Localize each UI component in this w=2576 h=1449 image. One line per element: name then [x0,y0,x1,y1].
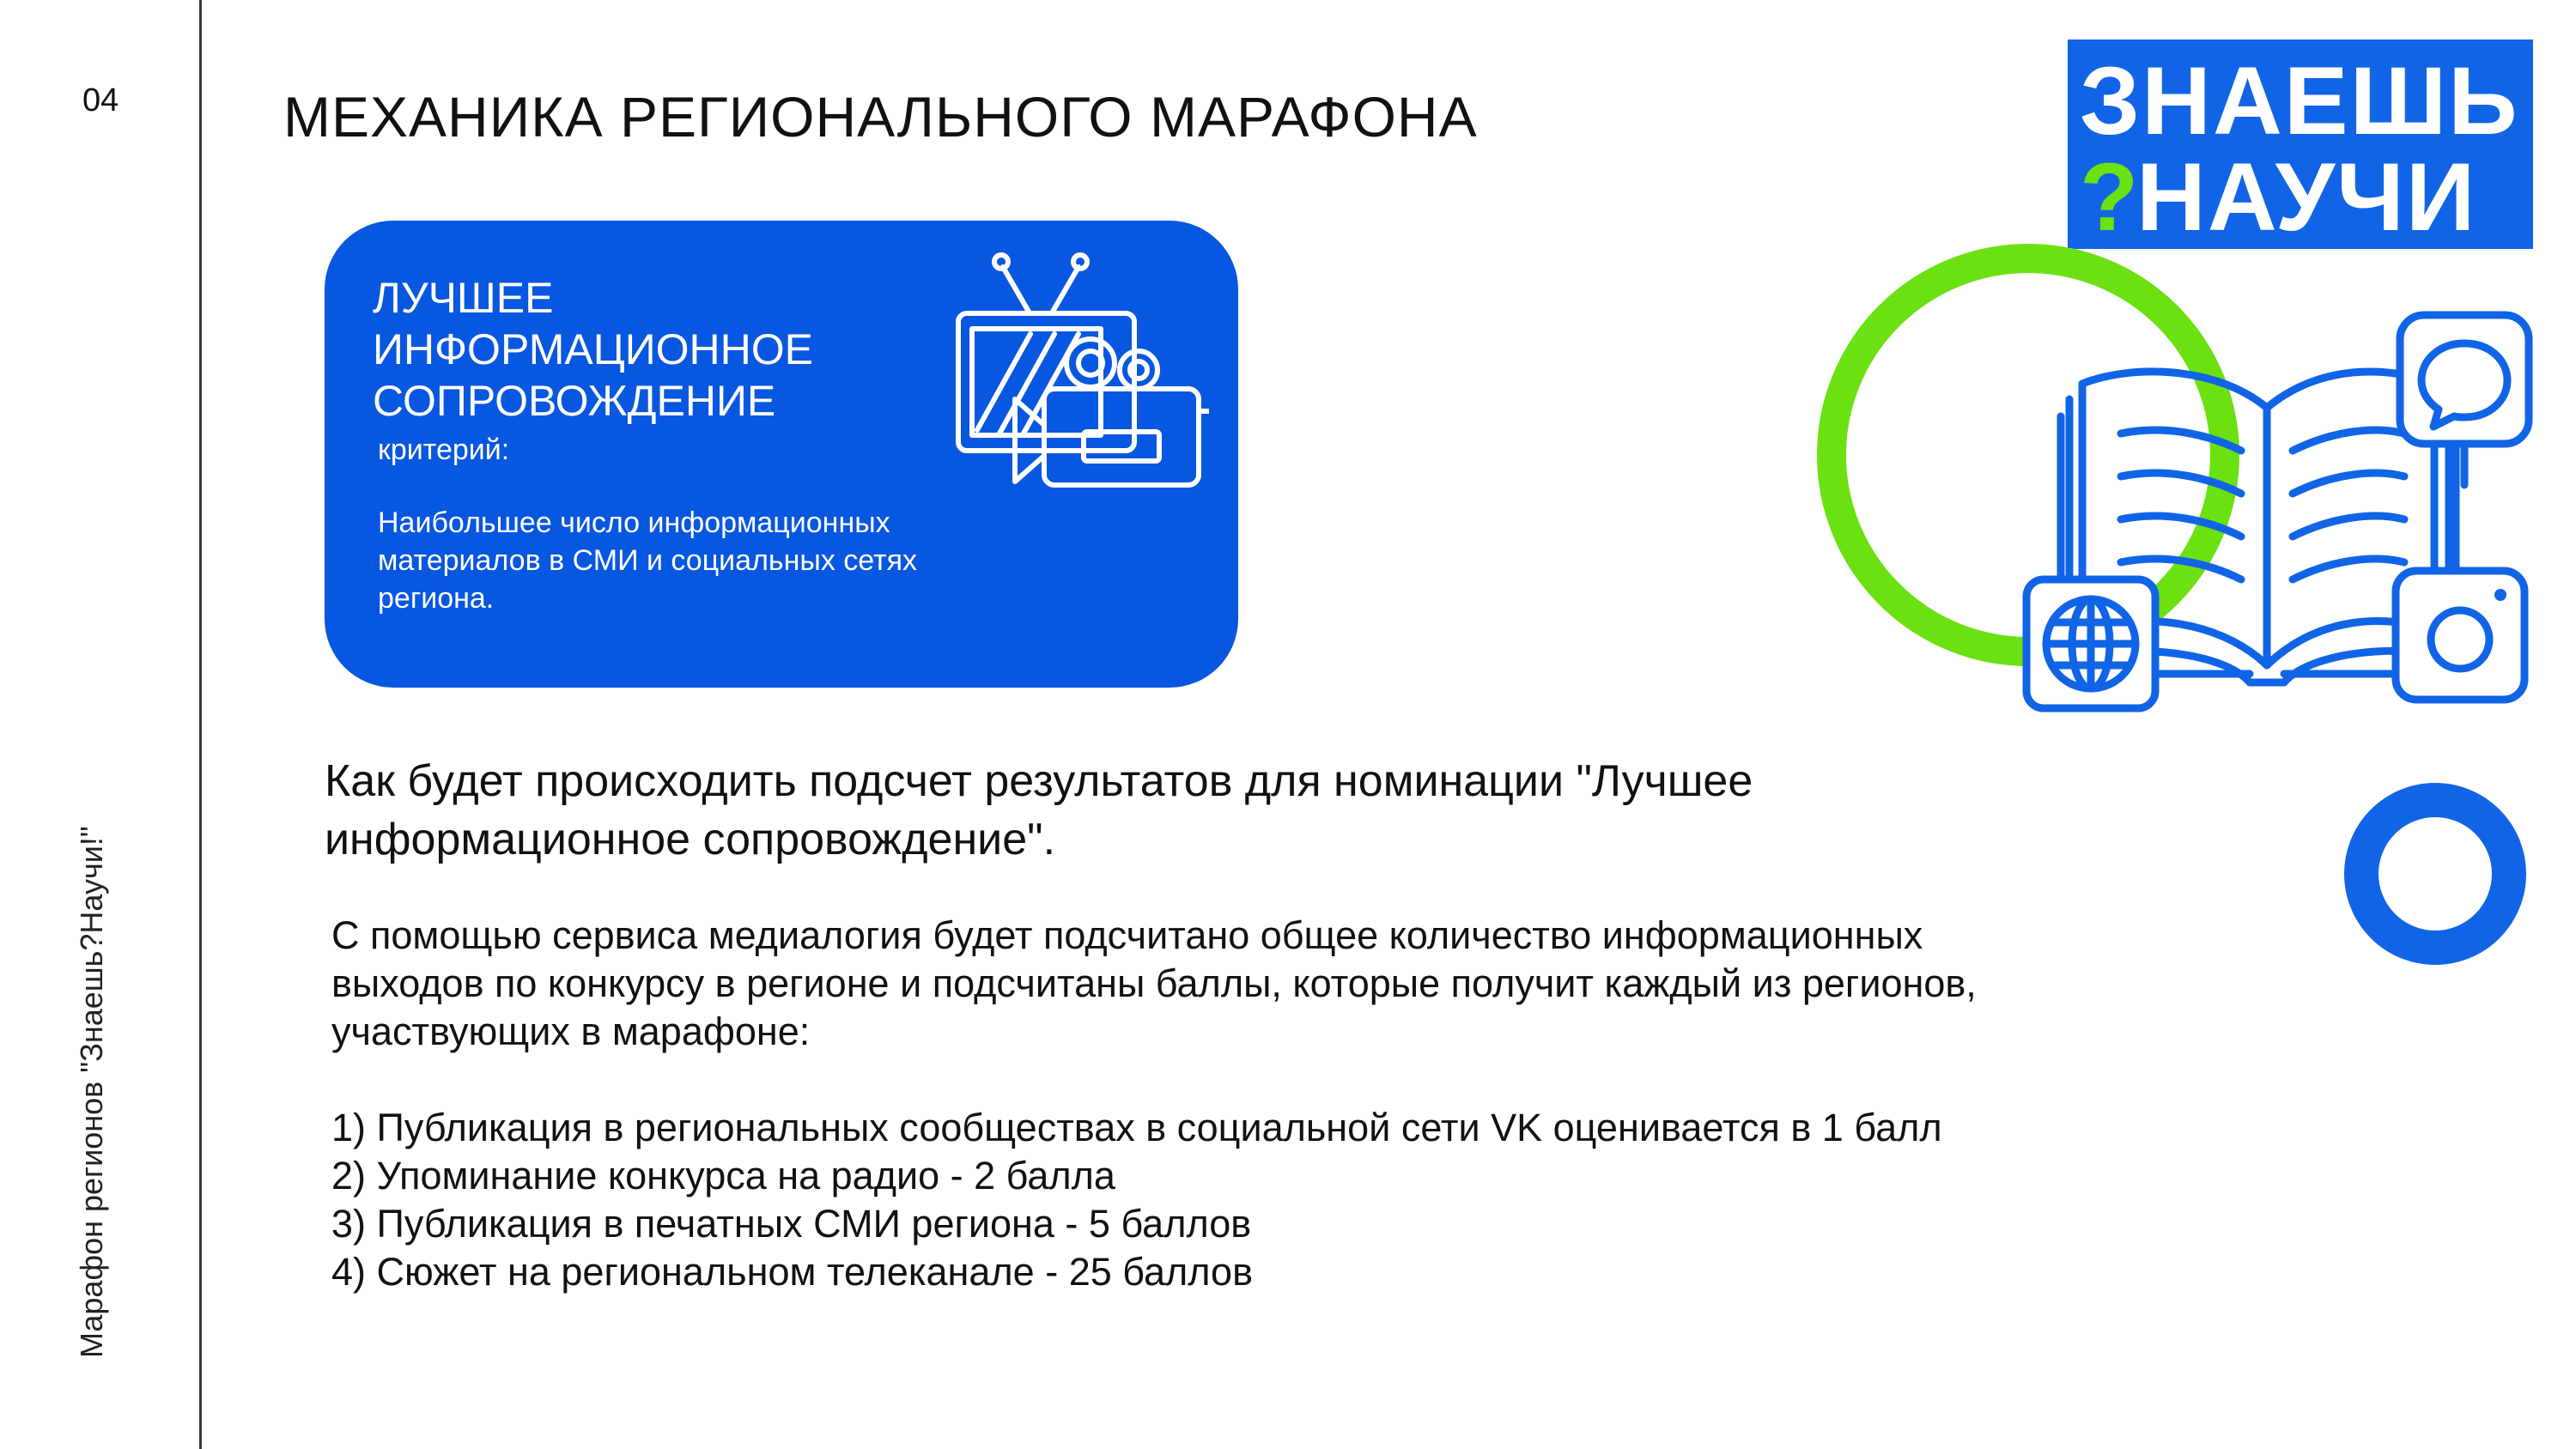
vertical-divider [199,0,202,1449]
list-item: 1) Публикация в региональных сообществах в социальной сети VK оценивается в 1 балл [331,1106,1942,1149]
logo-line2: НАУЧИ [2136,143,2477,251]
body-line: выходов по конкурсу в регионе и подсчитаны баллы, которые получит каждый из регионов, [331,961,1977,1005]
logo-line1: ЗНАЕШЬ [2080,47,2519,155]
chat-icon [2400,315,2529,485]
body-line: С помощью сервиса медиалогия будет подсчитано общее количество информационных [331,913,1923,957]
body-line: участвующих в марафоне: [331,1009,811,1053]
card-heading-line: СОПРОВОЖДЕНИЕ [373,377,776,425]
scoring-list [331,1104,1942,1296]
list-item: 2) Упоминание конкурса на радио - 2 балла [331,1154,1115,1197]
side-caption: Марафон регионов "Знаешь?Научи!" [74,826,109,1358]
card-heading-line: ИНФОРМАЦИОННОЕ [373,325,814,373]
globe-icon [2026,579,2155,708]
page-number: 04 [82,82,119,118]
card-heading-line: ЛУЧШЕЕ [373,274,554,322]
list-item: 3) Публикация в печатных СМИ региона - 5 баллов [331,1202,1252,1246]
list-item: 4) Сюжет на региональном телеканале - 25 баллов [331,1250,1253,1294]
body-paragraph [331,912,2306,1056]
criterion-label: критерий: [378,433,510,466]
question-line: Как будет происходить подсчет результатов для номинации "Лучшее [325,756,1753,806]
page-title: МЕХАНИКА РЕГИОНАЛЬНОГО МАРАФОНА [283,85,1478,149]
instagram-icon [2396,571,2524,700]
question-text [325,752,2042,869]
brand-logo [2068,39,2533,249]
blue-ring [2344,783,2526,965]
question-line: информационное сопровождение". [325,815,1056,864]
book-icon [2009,305,2542,717]
tv-camera-icon [951,241,1209,490]
logo-question-mark: ? [2080,143,2139,251]
criterion-description: Наибольшее число информационных материалов в СМИ и социальных сетях региона. [378,506,918,615]
card-heading [373,272,905,427]
nomination-card [325,221,1238,688]
